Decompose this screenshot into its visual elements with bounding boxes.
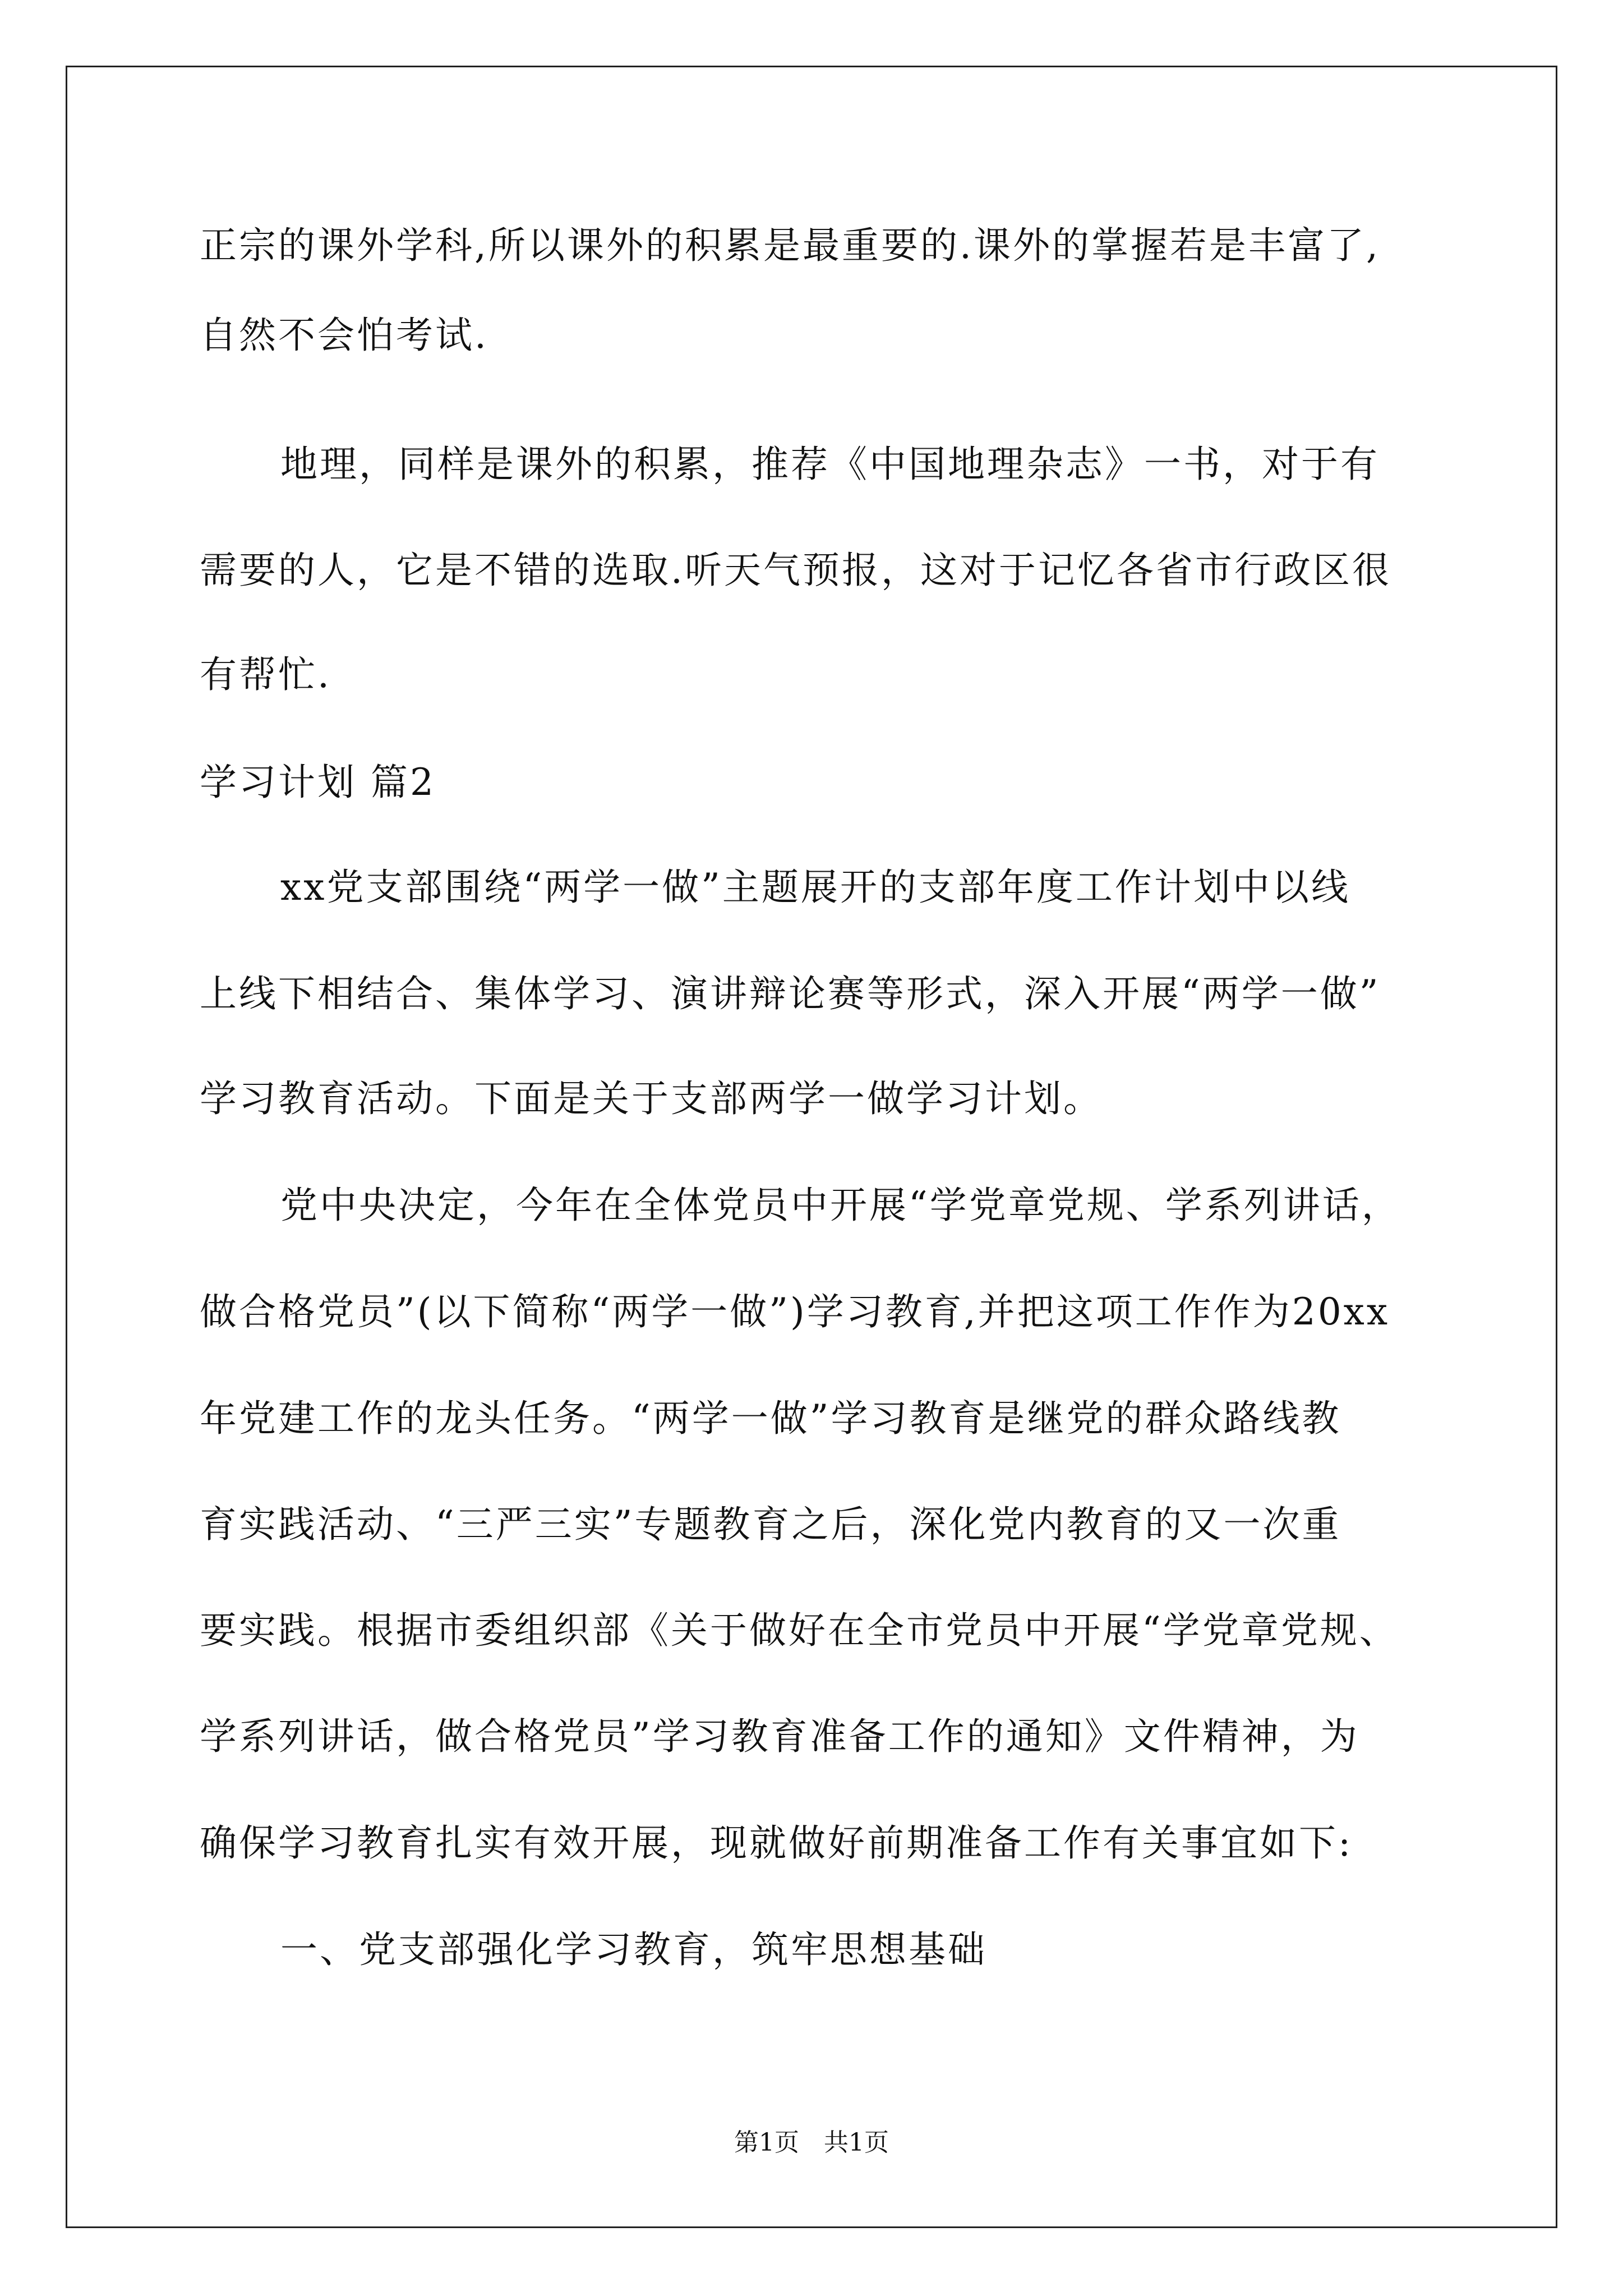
- text-line: 年党建工作的龙头任务。“两学一做”学习教育是继党的群众路线教: [200, 1397, 1341, 1440]
- text-line: 地理，同样是课外的积累，推荐《中国地理杂志》一书，对于有: [280, 443, 1380, 486]
- text-line: 上线下相结合、集体学习、演讲辩论赛等形式，深入开展“两学一做”: [200, 972, 1381, 1015]
- text-line: 学系列讲话，做合格党员”学习教育准备工作的通知》文件精神，为: [200, 1715, 1359, 1758]
- text-line: 自然不会怕考试.: [200, 314, 488, 357]
- text-line: 学习教育活动。下面是关于支部两学一做学习计划。: [200, 1077, 1103, 1120]
- text-line: 党中央决定，今年在全体党员中开展“学党章党规、学系列讲话，: [280, 1184, 1401, 1227]
- section-heading: 学习计划 篇2: [200, 761, 436, 804]
- page-border: [66, 66, 1557, 2228]
- text-line: 有帮忙.: [200, 653, 331, 696]
- text-line: 正宗的课外学科,所以课外的积累是最重要的.课外的掌握若是丰富了,: [200, 224, 1380, 267]
- page-footer: 第1页 共1页: [734, 2128, 889, 2157]
- text-line: 确保学习教育扎实有效开展，现就做好前期准备工作有关事宜如下:: [200, 1821, 1353, 1865]
- text-line: 需要的人，它是不错的选取.听天气预报，这对于记忆各省市行政区很: [200, 549, 1391, 592]
- text-line: 要实践。根据市委组织部《关于做好在全市党员中开展“学党章党规、: [200, 1609, 1399, 1652]
- text-line: xx党支部围绕“两学一做”主题展开的支部年度工作计划中以线: [280, 866, 1350, 909]
- text-line: 育实践活动、“三严三实”专题教育之后，深化党内教育的又一次重: [200, 1503, 1341, 1546]
- text-line: 一、党支部强化学习教育，筑牢思想基础: [280, 1928, 987, 1971]
- text-line: 做合格党员”(以下简称“两学一做”)学习教育,并把这项工作作为20xx: [200, 1290, 1390, 1333]
